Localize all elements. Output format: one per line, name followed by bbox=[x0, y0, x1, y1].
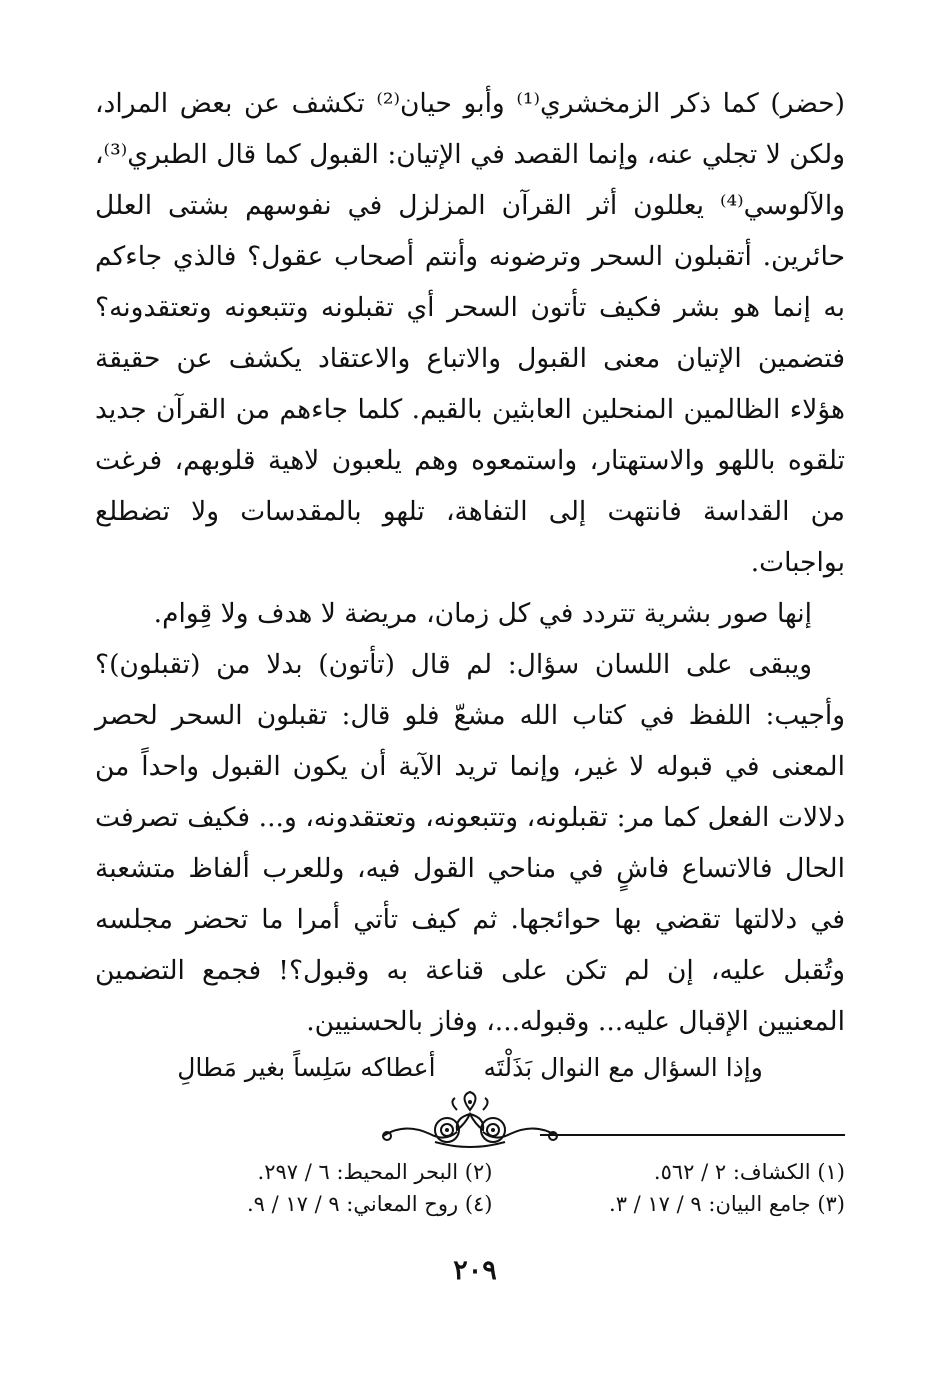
paragraph-1: (حضر) كما ذكر الزمخشري⁽¹⁾ وأبو حيان⁽²⁾ تكشف عن بعض المراد، ولكن لا تجلي عنه، وإنما القصد في الإتيان: القبول كما قال الطبري⁽³⁾، والآلوسي⁽⁴⁾ يعللون أثر القرآن المزلزل في نفوسهم بشتى العلل حائرين. أتقبلون السحر وترضونه وأنتم أصحاب عقول؟ فالذي جاءكم به إنما هو بشر فكيف تأتون السحر أي تقبلونه وتتبعونه وتعتقدونه؟ فتضمين الإتيان معنى القبول والاتباع والاعتقاد يكشف عن حقيقة هؤلاء الظالمين المنحلين العابثين بالقيم. كلما جاءهم من القرآن جديد تلقوه باللهو والاستهتار، واستمعوه وهم يلعبون لاهية قلوبهم، فرغت من القداسة فانتهت إلى التفاهة، تلهو بالمقدسات ولا تضطلع بواجبات. bbox=[95, 88, 845, 578]
footnote-4: (٤) روح المعاني: ٩ / ١٧ / ٩. bbox=[246, 1192, 493, 1216]
footnotes bbox=[140, 1160, 845, 1216]
page-number: ٢٠٩ bbox=[453, 1255, 497, 1286]
footnote-2: (٢) البحر المحيط: ٦ / ٢٩٧. bbox=[257, 1160, 493, 1184]
verse-second-hemistich: أعطاكه سَلِساً بغير مَطالِ bbox=[177, 1053, 436, 1082]
paragraph-2: إنها صور بشرية تتردد في كل زمان، مريضة لا هدف ولا قِوام. bbox=[153, 598, 812, 629]
footnote-3: (٣) جامع البيان: ٩ / ١٧ / ٣. bbox=[609, 1192, 845, 1216]
footnote-separator bbox=[540, 1134, 845, 1136]
paragraph-3: ويبقى على اللسان سؤال: لم قال (تأتون) بدلا من (تقبلون)؟ وأجيب: اللفظ في كتاب الله مشعّ فلو قال: تقبلون السحر لحصر المعنى في قبوله لا غير، وإنما تريد الآية أن يكون القبول واحداً من دلالات الفعل كما مر: تقبلونه، وتتبعونه، وتعتقدونه، و... فكيف تصرفت الحال فالاتساع فاشٍ في مناحي القول فيه، وللعرب ألفاظ متشعبة في دلالتها تقضي بها حوائجها. ثم كيف تأتي أمرا ما تحضر مجلسه وتُقبل عليه، إن لم تكن على قناعة به وقبول؟! فجمع التضمين المعنيين الإقبال عليه... وقبوله...، وفاز بالحسنيين. bbox=[95, 649, 845, 1037]
floral-ornament-icon bbox=[95, 1090, 845, 1152]
footnote-1: (١) الكشاف: ٢ / ٥٦٢. bbox=[653, 1160, 845, 1184]
page-body bbox=[95, 78, 845, 1152]
poetry-verse bbox=[95, 1053, 845, 1082]
verse-first-hemistich: وإذا السؤال مع النوال بَذَلْتَه bbox=[483, 1053, 763, 1082]
